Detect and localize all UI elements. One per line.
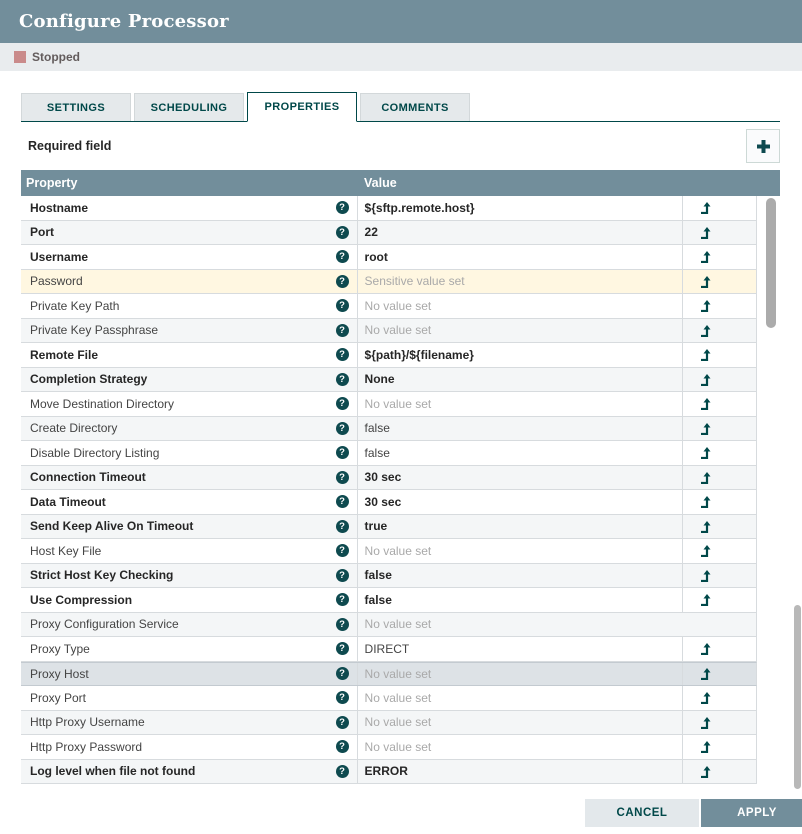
property-row[interactable] <box>21 319 757 344</box>
property-value-cell[interactable] <box>357 294 683 318</box>
table-body <box>21 196 780 784</box>
property-value: false <box>364 445 390 460</box>
property-value: 30 sec <box>364 470 402 485</box>
property-row[interactable] <box>21 245 757 270</box>
property-value: Sensitive value set <box>364 274 465 289</box>
help-icon[interactable]: ? <box>336 691 349 704</box>
property-value: No value set <box>364 715 432 730</box>
property-row[interactable] <box>21 270 757 295</box>
go-to-arrow-icon <box>699 495 712 508</box>
go-to-arrow-cell[interactable] <box>682 270 756 294</box>
property-value-cell[interactable] <box>357 539 683 563</box>
property-value-cell[interactable] <box>357 515 683 539</box>
property-name: Proxy Type <box>30 641 90 656</box>
property-value: ERROR <box>364 764 408 779</box>
go-to-arrow-icon <box>699 642 712 655</box>
help-icon[interactable]: ? <box>336 299 349 312</box>
property-value-cell[interactable] <box>357 245 683 269</box>
status-label: Stopped <box>32 50 80 64</box>
go-to-arrow-cell[interactable] <box>682 368 756 392</box>
go-to-arrow-icon <box>699 667 712 680</box>
dialog-header <box>0 0 802 43</box>
page-scrollbar-thumb[interactable] <box>794 605 801 789</box>
property-name-cell <box>21 515 357 539</box>
property-value: ${path}/${filename} <box>364 347 474 362</box>
plus-icon <box>756 139 771 154</box>
go-to-arrow-icon <box>699 373 712 386</box>
dialog-title: Configure Processor <box>19 11 229 32</box>
help-icon[interactable]: ? <box>336 250 349 263</box>
help-icon[interactable]: ? <box>336 275 349 288</box>
property-value: true <box>364 519 388 534</box>
go-to-arrow-cell[interactable] <box>682 343 756 367</box>
property-value-cell[interactable] <box>357 417 683 441</box>
property-value: No value set <box>364 666 432 681</box>
property-name: Http Proxy Username <box>30 715 145 730</box>
property-value-cell[interactable] <box>357 760 683 784</box>
help-icon[interactable]: ? <box>336 397 349 410</box>
property-row[interactable] <box>21 466 757 491</box>
property-name: Proxy Host <box>30 666 89 681</box>
help-icon[interactable]: ? <box>336 740 349 753</box>
property-name: Use Compression <box>30 592 133 607</box>
property-row[interactable] <box>21 564 757 589</box>
property-name: Completion Strategy <box>30 372 148 387</box>
go-to-arrow-cell[interactable] <box>682 294 756 318</box>
help-icon[interactable]: ? <box>336 373 349 386</box>
property-name: Private Key Path <box>30 298 120 313</box>
table-scrollbar[interactable] <box>766 198 776 756</box>
property-name-cell <box>21 466 357 490</box>
property-value-cell[interactable] <box>357 196 683 220</box>
property-value: No value set <box>364 298 432 313</box>
property-row[interactable] <box>21 343 757 368</box>
property-value: No value set <box>364 396 432 411</box>
dialog-footer <box>0 799 802 827</box>
property-name: Create Directory <box>30 421 118 436</box>
cancel-button[interactable]: CANCEL <box>585 799 699 827</box>
property-name-cell <box>21 637 357 661</box>
property-value: No value set <box>364 690 432 705</box>
property-value-cell[interactable] <box>357 637 683 661</box>
go-to-arrow-cell[interactable] <box>682 735 756 759</box>
help-icon[interactable]: ? <box>336 201 349 214</box>
property-value: false <box>364 421 390 436</box>
stopped-status-icon <box>14 51 26 63</box>
help-icon[interactable]: ? <box>336 642 349 655</box>
property-value-cell[interactable] <box>357 711 683 735</box>
go-to-arrow-icon <box>699 397 712 410</box>
property-row[interactable] <box>21 490 757 515</box>
help-icon[interactable]: ? <box>336 422 349 435</box>
property-row[interactable] <box>21 221 757 246</box>
apply-button[interactable]: APPLY <box>701 799 802 827</box>
property-value-cell[interactable] <box>357 270 683 294</box>
property-value-cell[interactable] <box>357 735 683 759</box>
go-to-arrow-cell[interactable] <box>682 539 756 563</box>
add-property-button[interactable] <box>746 129 780 163</box>
property-value-cell[interactable] <box>357 441 683 465</box>
property-row[interactable] <box>21 637 757 662</box>
property-row[interactable] <box>21 368 757 393</box>
property-row[interactable] <box>21 539 757 564</box>
property-name-cell <box>21 441 357 465</box>
property-value: root <box>364 249 388 264</box>
property-name: Private Key Passphrase <box>30 323 159 338</box>
tab-properties[interactable]: PROPERTIES <box>247 92 357 122</box>
help-icon[interactable]: ? <box>336 667 349 680</box>
property-value-cell[interactable] <box>357 686 683 710</box>
property-name-cell <box>21 564 357 588</box>
help-icon[interactable]: ? <box>336 520 349 533</box>
go-to-arrow-icon <box>699 446 712 459</box>
property-name-cell <box>21 613 357 637</box>
property-row[interactable] <box>21 417 757 442</box>
help-icon[interactable]: ? <box>336 569 349 582</box>
go-to-arrow-icon <box>699 740 712 753</box>
property-value: ${sftp.remote.host} <box>364 200 475 215</box>
go-to-arrow-cell[interactable] <box>682 319 756 343</box>
go-to-arrow-icon <box>699 520 712 533</box>
property-row[interactable] <box>21 441 757 466</box>
help-icon[interactable]: ? <box>336 544 349 557</box>
help-icon[interactable]: ? <box>336 495 349 508</box>
go-to-arrow-icon <box>699 593 712 606</box>
property-name-cell <box>21 711 357 735</box>
help-icon[interactable]: ? <box>336 446 349 459</box>
property-row[interactable] <box>21 588 757 613</box>
property-name-cell <box>21 319 357 343</box>
property-value: 30 sec <box>364 494 402 509</box>
property-row[interactable] <box>21 196 757 221</box>
property-name-cell <box>21 663 357 686</box>
property-value-cell[interactable] <box>357 392 683 416</box>
go-to-arrow-icon <box>699 765 712 778</box>
go-to-arrow-icon <box>699 226 712 239</box>
property-row[interactable] <box>21 760 757 785</box>
property-name: Username <box>30 249 89 264</box>
property-value-cell[interactable] <box>357 613 683 637</box>
required-field-note: Required field <box>28 139 112 153</box>
go-to-arrow-cell[interactable] <box>682 637 756 661</box>
property-name: Move Destination Directory <box>30 396 175 411</box>
value-column-header: Value <box>364 176 397 190</box>
tab-settings[interactable]: SETTINGS <box>21 93 131 121</box>
status-bar <box>0 43 802 71</box>
help-icon[interactable]: ? <box>336 324 349 337</box>
go-to-arrow-cell[interactable] <box>682 466 756 490</box>
property-name: Send Keep Alive On Timeout <box>30 519 194 534</box>
property-row[interactable] <box>21 686 757 711</box>
help-icon[interactable]: ? <box>336 593 349 606</box>
property-value-cell[interactable] <box>357 343 683 367</box>
go-to-arrow-icon <box>699 348 712 361</box>
property-name: Password <box>30 274 83 289</box>
property-value: No value set <box>364 617 432 632</box>
property-name-cell <box>21 196 357 220</box>
property-name-cell <box>21 588 357 612</box>
property-name: Log level when file not found <box>30 764 196 779</box>
property-name: Port <box>30 225 54 240</box>
property-row[interactable] <box>21 294 757 319</box>
empty-arrow-cell <box>682 613 756 637</box>
property-name: Connection Timeout <box>30 470 146 485</box>
go-to-arrow-icon <box>699 471 712 484</box>
property-value: No value set <box>364 323 432 338</box>
property-name-cell <box>21 392 357 416</box>
property-value-cell[interactable] <box>357 564 683 588</box>
property-value: No value set <box>364 739 432 754</box>
property-name: Proxy Port <box>30 690 87 705</box>
go-to-arrow-cell[interactable] <box>682 515 756 539</box>
property-name-cell <box>21 245 357 269</box>
tab-scheduling[interactable]: SCHEDULING <box>134 93 244 121</box>
go-to-arrow-cell[interactable] <box>682 663 756 686</box>
property-name: Disable Directory Listing <box>30 445 160 460</box>
property-value-cell[interactable] <box>357 466 683 490</box>
property-row[interactable] <box>21 392 757 417</box>
go-to-arrow-cell[interactable] <box>682 564 756 588</box>
property-value: false <box>364 568 392 583</box>
property-value: false <box>364 592 392 607</box>
go-to-arrow-cell[interactable] <box>682 441 756 465</box>
table-header <box>21 170 780 196</box>
tab-comments[interactable]: COMMENTS <box>360 93 470 121</box>
help-icon[interactable]: ? <box>336 618 349 631</box>
go-to-arrow-icon <box>699 716 712 729</box>
property-name-cell <box>21 490 357 514</box>
property-row[interactable] <box>21 515 757 540</box>
help-icon[interactable]: ? <box>336 471 349 484</box>
go-to-arrow-icon <box>699 544 712 557</box>
go-to-arrow-icon <box>699 275 712 288</box>
go-to-arrow-cell[interactable] <box>682 245 756 269</box>
property-row[interactable] <box>21 711 757 736</box>
tab-bar <box>21 93 780 122</box>
property-value: No value set <box>364 543 432 558</box>
table-scrollbar-thumb[interactable] <box>766 198 776 328</box>
property-row[interactable] <box>21 735 757 760</box>
property-name: Data Timeout <box>30 494 106 509</box>
go-to-arrow-cell[interactable] <box>682 588 756 612</box>
property-value-cell[interactable] <box>357 490 683 514</box>
go-to-arrow-icon <box>699 201 712 214</box>
property-value: None <box>364 372 395 387</box>
go-to-arrow-icon <box>699 422 712 435</box>
go-to-arrow-cell[interactable] <box>682 760 756 784</box>
go-to-arrow-cell[interactable] <box>682 417 756 441</box>
property-row[interactable] <box>21 662 757 687</box>
property-name-cell <box>21 221 357 245</box>
property-name-cell <box>21 294 357 318</box>
property-name: Hostname <box>30 200 89 215</box>
property-name-cell <box>21 417 357 441</box>
property-row[interactable] <box>21 613 757 638</box>
property-name: Http Proxy Password <box>30 739 143 754</box>
go-to-arrow-icon <box>699 569 712 582</box>
go-to-arrow-cell[interactable] <box>682 196 756 220</box>
property-value-cell[interactable] <box>357 319 683 343</box>
property-name-cell <box>21 539 357 563</box>
help-icon[interactable]: ? <box>336 226 349 239</box>
go-to-arrow-icon <box>699 250 712 263</box>
go-to-arrow-cell[interactable] <box>682 221 756 245</box>
property-name: Proxy Configuration Service <box>30 617 179 632</box>
help-icon[interactable]: ? <box>336 716 349 729</box>
property-name-cell <box>21 368 357 392</box>
go-to-arrow-icon <box>699 299 712 312</box>
property-name: Remote File <box>30 347 99 362</box>
go-to-arrow-cell[interactable] <box>682 686 756 710</box>
properties-table <box>21 170 780 784</box>
property-name: Strict Host Key Checking <box>30 568 174 583</box>
property-name-cell <box>21 735 357 759</box>
property-column-header: Property <box>26 176 78 190</box>
property-value: 22 <box>364 225 378 240</box>
go-to-arrow-cell[interactable] <box>682 392 756 416</box>
property-name-cell <box>21 760 357 784</box>
help-icon[interactable]: ? <box>336 348 349 361</box>
help-icon[interactable]: ? <box>336 765 349 778</box>
property-value-cell[interactable] <box>357 221 683 245</box>
property-name-cell <box>21 343 357 367</box>
property-value-cell[interactable] <box>357 588 683 612</box>
property-value-cell[interactable] <box>357 368 683 392</box>
go-to-arrow-icon <box>699 324 712 337</box>
go-to-arrow-cell[interactable] <box>682 711 756 735</box>
table-toolbar <box>21 122 780 170</box>
property-value-cell[interactable] <box>357 663 683 686</box>
property-name-cell <box>21 270 357 294</box>
property-name-cell <box>21 686 357 710</box>
go-to-arrow-icon <box>699 691 712 704</box>
property-value: DIRECT <box>364 641 410 656</box>
property-name: Host Key File <box>30 543 102 558</box>
go-to-arrow-cell[interactable] <box>682 490 756 514</box>
